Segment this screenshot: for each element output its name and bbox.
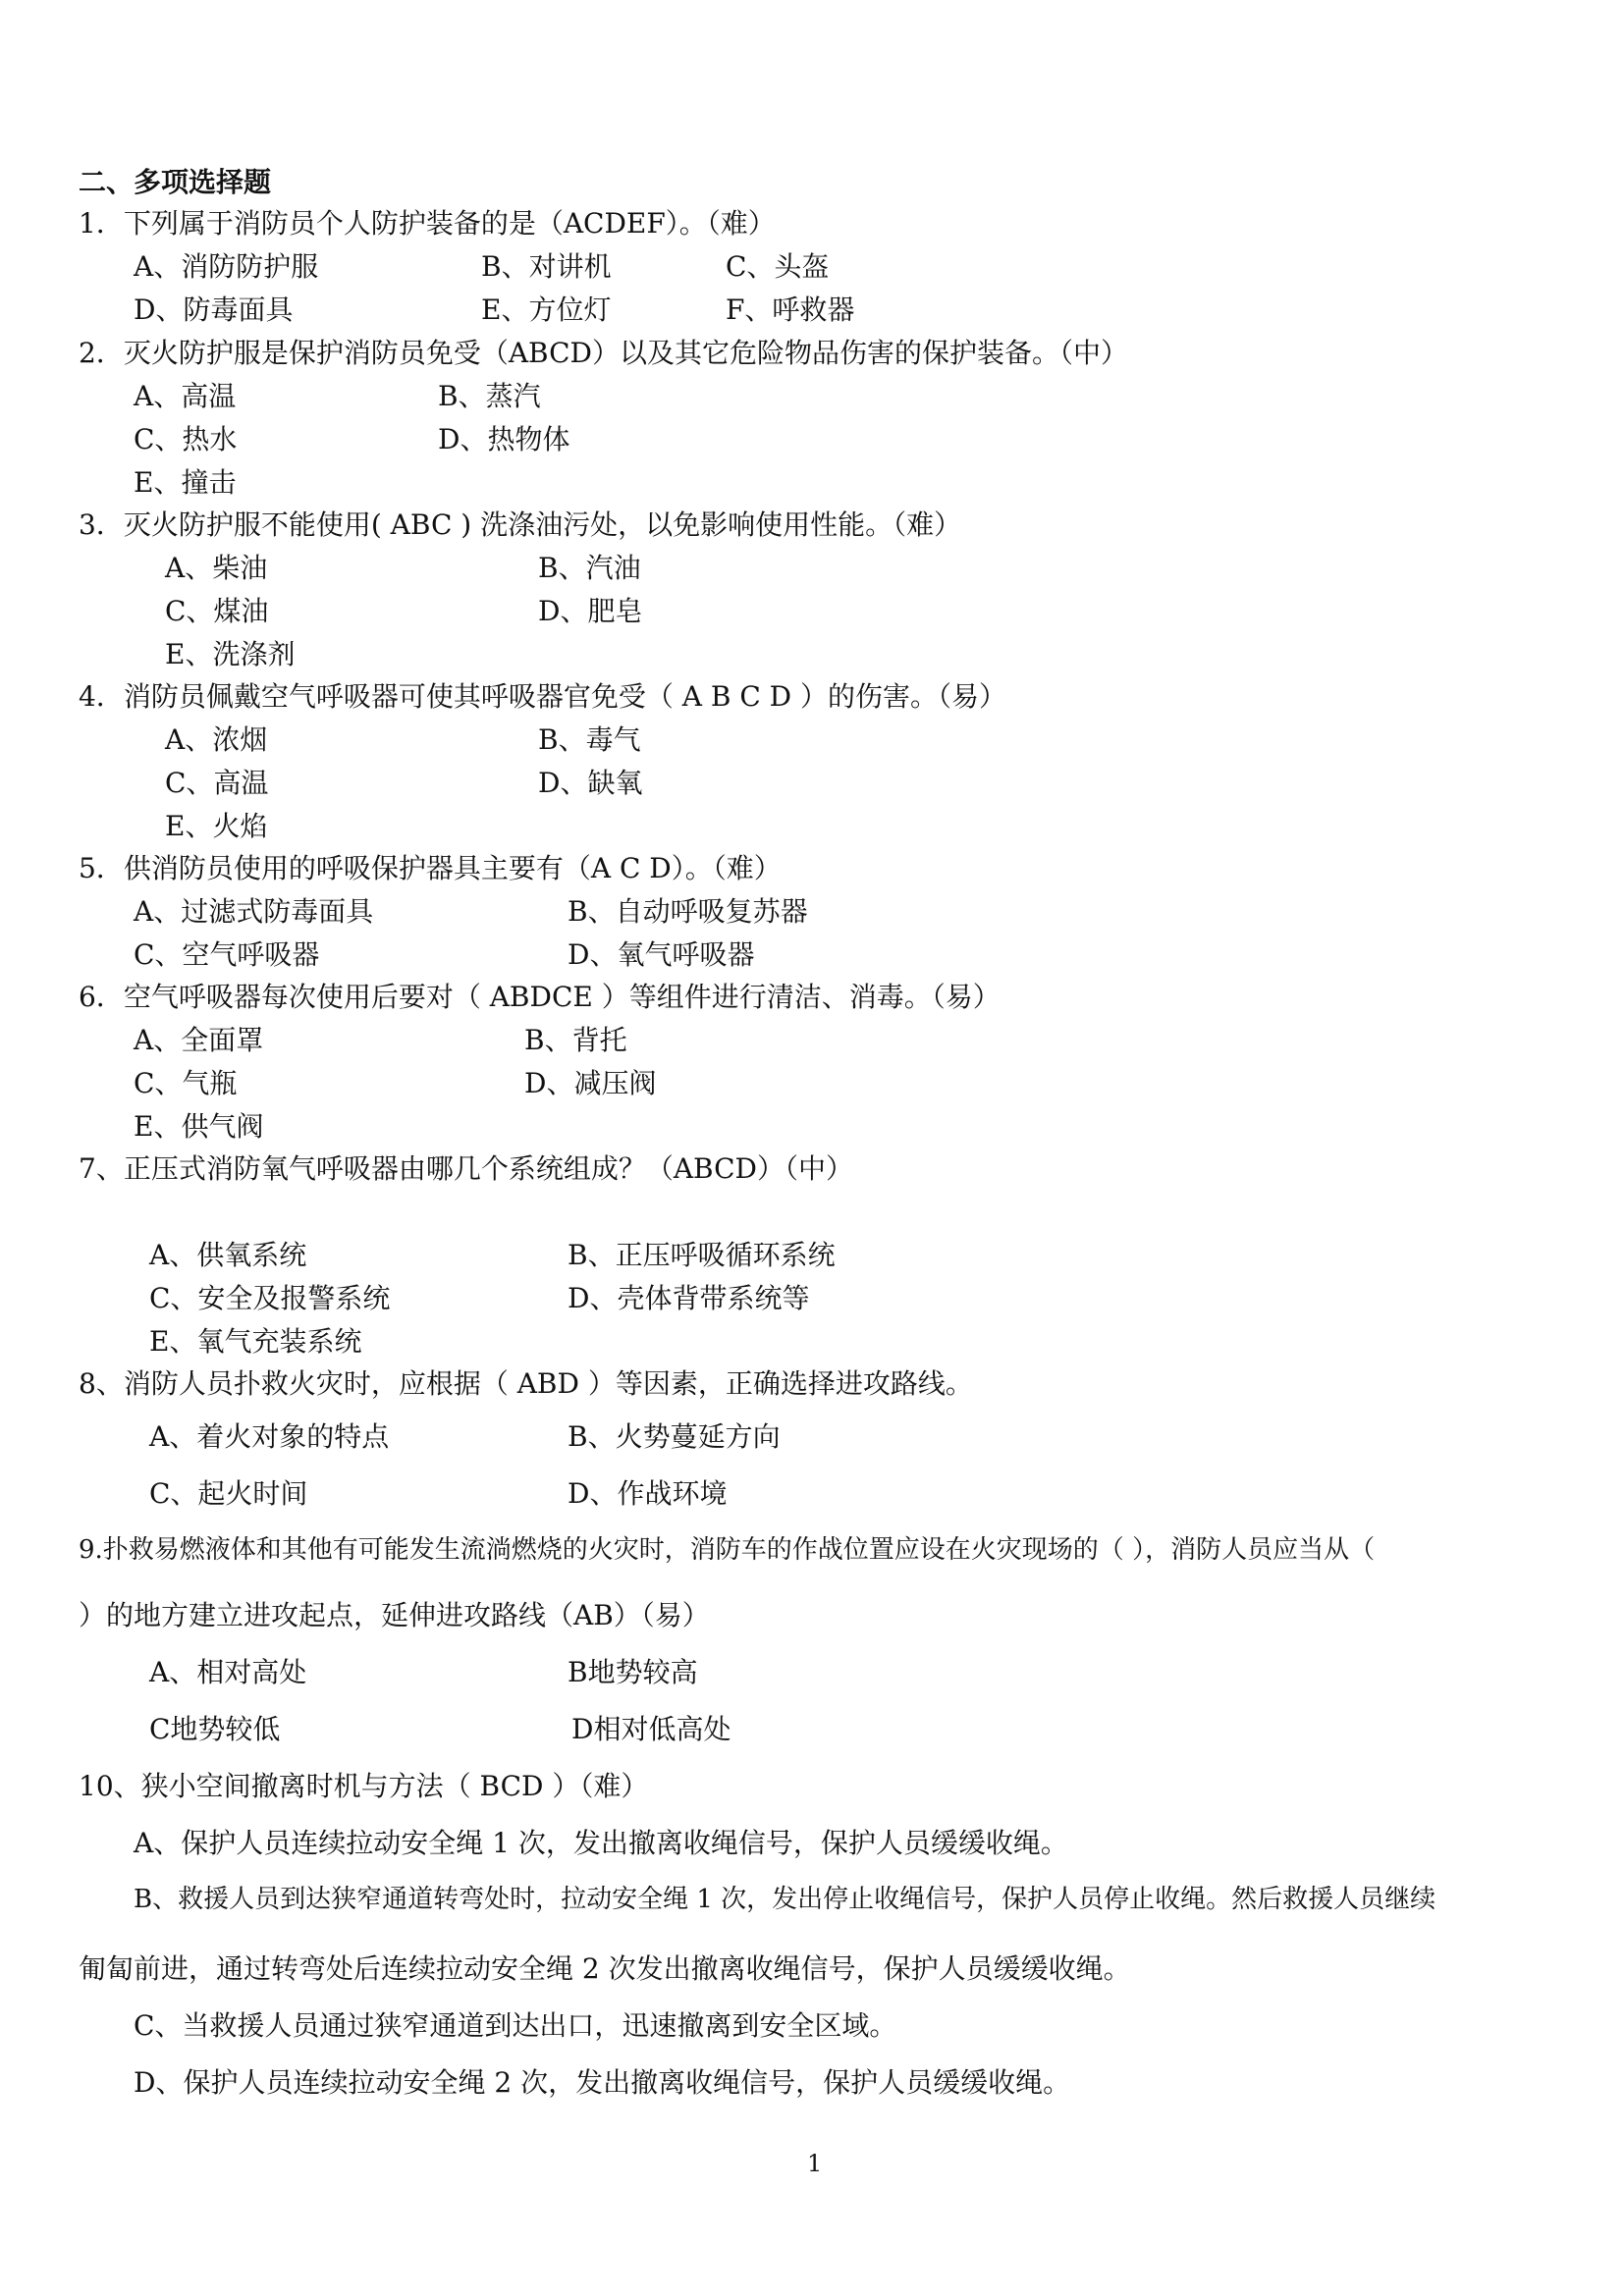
q1-option-c: C、头盔 [726, 250, 830, 283]
q7-option-b: B、正压呼吸循环系统 [568, 1239, 836, 1271]
section-title: 二、多项选择题 [79, 166, 272, 198]
q8-option-d: D、作战环境 [568, 1477, 728, 1510]
q10-option-a: A、保护人员连续拉动安全绳 1 次，发出撤离收绳信号，保护人员缓缓收绳。 [134, 1827, 1068, 1859]
q8-option-c: C、起火时间 [149, 1477, 308, 1510]
q1-option-e: E、方位灯 [481, 294, 612, 326]
question-5-stem: 5．供消防员使用的呼吸保护器具主要有（A C D）。（难） [79, 852, 782, 884]
q4-option-b: B、毒气 [538, 723, 641, 756]
q10-option-b-line1: B、救援人员到达狭窄通道转弯处时，拉动安全绳 1 次，发出停止收绳信号，保护人员停止收绳。然后救援人员继续 [134, 1885, 1436, 1914]
q9-option-b: B地势较高 [568, 1656, 698, 1688]
q9-option-c: C地势较低 [149, 1713, 281, 1745]
q4-option-c: C、高温 [165, 767, 269, 799]
q5-option-d: D、氧气呼吸器 [568, 938, 755, 971]
q3-option-e: E、洗涤剂 [165, 638, 296, 670]
question-3-stem: 3．灭火防护服不能使用( ABC ) 洗涤油污处，以免影响使用性能。（难） [79, 508, 962, 541]
page-number: 1 [807, 2150, 823, 2177]
question-7-stem: 7、正压式消防氧气呼吸器由哪几个系统组成？（ABCD）（中） [79, 1152, 854, 1185]
q1-option-f: F、呼救器 [726, 294, 855, 326]
question-9-stem-line2: ）的地方建立进攻起点，延伸进攻路线（AB）（易） [79, 1599, 710, 1631]
q4-option-a: A、浓烟 [165, 723, 268, 756]
q2-option-a: A、高温 [134, 380, 237, 412]
q3-option-b: B、汽油 [538, 552, 641, 584]
question-9-stem-line1: 9.扑救易燃液体和其他有可能发生流淌燃烧的火灾时，消防车的作战位置应设在火灾现场的（ ），消防人员应当从（ [79, 1535, 1376, 1565]
q7-option-a: A、供氧系统 [149, 1239, 307, 1271]
q5-option-a: A、过滤式防毒面具 [134, 895, 374, 928]
question-1-stem: 1．下列属于消防员个人防护装备的是（ACDEF）。（难） [79, 207, 776, 240]
q2-option-b: B、蒸汽 [438, 380, 541, 412]
question-2-stem: 2．灭火防护服是保护消防员免受（ABCD）以及其它危险物品伤害的保护装备。（中） [79, 337, 1129, 369]
q8-option-a: A、着火对象的特点 [149, 1420, 390, 1453]
q6-option-b: B、背托 [524, 1024, 627, 1056]
q3-option-a: A、柴油 [165, 552, 268, 584]
q6-option-d: D、减压阀 [524, 1067, 657, 1099]
q9-option-a: A、相对高处 [149, 1656, 307, 1688]
q3-option-c: C、煤油 [165, 595, 269, 627]
q5-option-b: B、自动呼吸复苏器 [568, 895, 808, 928]
q5-option-c: C、空气呼吸器 [134, 938, 320, 971]
q6-option-c: C、气瓶 [134, 1067, 238, 1099]
question-8-stem: 8、消防人员扑救火灾时，应根据（ ABD ）等因素，正确选择进攻路线。 [79, 1367, 973, 1400]
q9-option-d: D相对低高处 [571, 1713, 731, 1745]
q2-option-d: D、热物体 [438, 423, 570, 455]
question-4-stem: 4．消防员佩戴空气呼吸器可使其呼吸器官免受（ A B C D ）的伤害。（易） [79, 680, 1006, 713]
question-10-stem: 10、狭小空间撤离时机与方法（ BCD ）（难） [79, 1770, 649, 1802]
question-6-stem: 6．空气呼吸器每次使用后要对（ ABDCE ）等组件进行清洁、消毒。（易） [79, 981, 1001, 1013]
q7-option-c: C、安全及报警系统 [149, 1282, 391, 1314]
q10-option-c: C、当救援人员通过狭窄通道到达出口，迅速撤离到安全区域。 [134, 2009, 897, 2042]
q1-option-d: D、防毒面具 [134, 294, 294, 326]
q6-option-a: A、全面罩 [134, 1024, 264, 1056]
q7-option-e: E、氧气充装系统 [149, 1325, 362, 1358]
q10-option-b-line2: 匍匐前进，通过转弯处后连续拉动安全绳 2 次发出撤离收绳信号，保护人员缓缓收绳。 [79, 1952, 1131, 1985]
q4-option-d: D、缺氧 [538, 767, 643, 799]
q1-option-b: B、对讲机 [481, 250, 612, 283]
q2-option-e: E、撞击 [134, 466, 237, 499]
q6-option-e: E、供气阀 [134, 1110, 264, 1143]
q7-option-d: D、壳体背带系统等 [568, 1282, 810, 1314]
q8-option-b: B、火势蔓延方向 [568, 1420, 781, 1453]
q4-option-e: E、火焰 [165, 810, 268, 842]
q3-option-d: D、肥皂 [538, 595, 643, 627]
q2-option-c: C、热水 [134, 423, 238, 455]
q10-option-d: D、保护人员连续拉动安全绳 2 次，发出撤离收绳信号，保护人员缓缓收绳。 [134, 2066, 1071, 2099]
q1-option-a: A、消防防护服 [134, 250, 319, 283]
